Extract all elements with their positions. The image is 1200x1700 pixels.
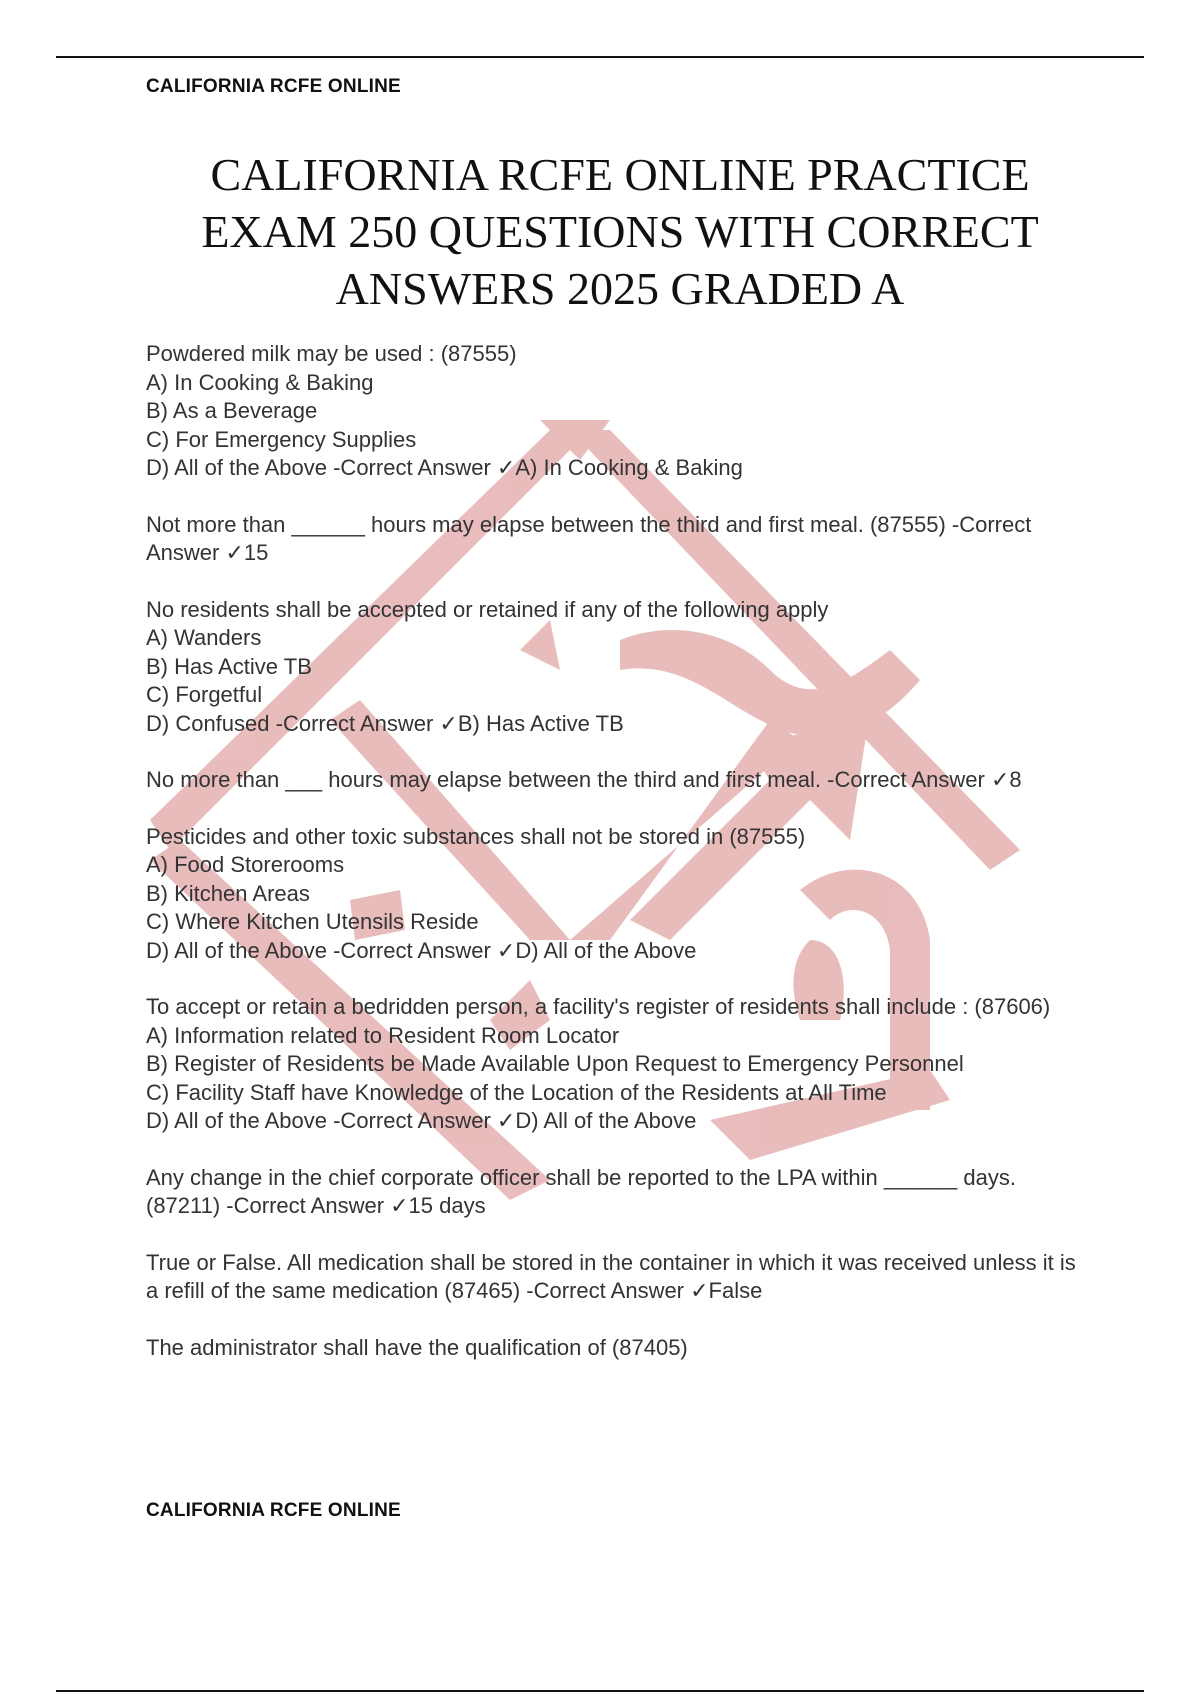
answer-option: C) For Emergency Supplies: [146, 426, 417, 452]
answer-option: B) Has Active TB: [146, 653, 312, 679]
title-line: CALIFORNIA RCFE ONLINE PRACTICE: [210, 149, 1030, 200]
answer-option: A) Wanders: [146, 625, 262, 650]
answer-option: A) In Cooking & Baking: [146, 369, 374, 395]
question-block: [146, 511, 1086, 568]
question-text: The administrator shall have the qualification of (87405): [146, 1334, 688, 1360]
correct-answer-line: D) All of the Above -Correct Answer ✓D) All of the Above: [146, 1108, 697, 1133]
footer-rule: [56, 1690, 1144, 1692]
question-block: [146, 1249, 1086, 1306]
document-title: [100, 146, 1140, 317]
question-text: Any change in the chief corporate officer shall be reported to the LPA within ______ days. (87211) -Correct Answer ✓15 days: [146, 1164, 1016, 1218]
title-line: EXAM 250 QUESTIONS WITH CORRECT: [201, 206, 1039, 257]
correct-answer-line: D) All of the Above -Correct Answer ✓D) All of the Above: [146, 937, 697, 963]
answer-option: C) Forgetful: [146, 682, 263, 707]
correct-answer-line: D) All of the Above -Correct Answer ✓A) In Cooking & Baking: [146, 455, 743, 480]
title-line: ANSWERS 2025 GRADED A: [335, 263, 905, 314]
correct-answer-line: D) Confused -Correct Answer ✓B) Has Active TB: [146, 710, 624, 736]
question-block: [146, 1164, 1086, 1221]
header-rule: [56, 56, 1144, 58]
running-footer: CALIFORNIA RCFE ONLINE: [146, 1500, 401, 1521]
answer-option: B) Register of Residents be Made Available Upon Request to Emergency Personnel: [146, 1051, 964, 1076]
answer-option: C) Facility Staff have Knowledge of the Location of the Residents at All Time: [146, 1079, 887, 1105]
question-block: [146, 596, 1086, 739]
question-stem: To accept or retain a bedridden person, a facility's register of residents shall include : (87606): [146, 994, 1051, 1019]
question-block: [146, 823, 1086, 966]
question-text: Not more than ______ hours may elapse between the third and first meal. (87555) -Correct Answer ✓15: [146, 511, 1032, 565]
question-stem: Pesticides and other toxic substances shall not be stored in (87555): [146, 823, 806, 849]
question-block: [146, 993, 1086, 1136]
question-block: [146, 340, 1086, 483]
question-list: [146, 340, 1086, 1390]
question-block: [146, 766, 1086, 795]
question-stem: Powdered milk may be used : (87555): [146, 341, 517, 366]
question-stem: No residents shall be accepted or retained if any of the following apply: [146, 596, 829, 622]
question-text: No more than ___ hours may elapse between the third and first meal. -Correct Answer ✓8: [146, 767, 1022, 792]
running-header: CALIFORNIA RCFE ONLINE: [146, 76, 401, 97]
question-text: True or False. All medication shall be stored in the container in which it was received unless it is a refill of the same medication (87465) -Correct Answer ✓False: [146, 1249, 1076, 1303]
answer-option: A) Information related to Resident Room Locator: [146, 1022, 620, 1048]
answer-option: B) As a Beverage: [146, 398, 318, 423]
answer-option: C) Where Kitchen Utensils Reside: [146, 909, 479, 934]
question-block: [146, 1334, 1086, 1363]
answer-option: B) Kitchen Areas: [146, 880, 310, 906]
answer-option: A) Food Storerooms: [146, 852, 345, 877]
